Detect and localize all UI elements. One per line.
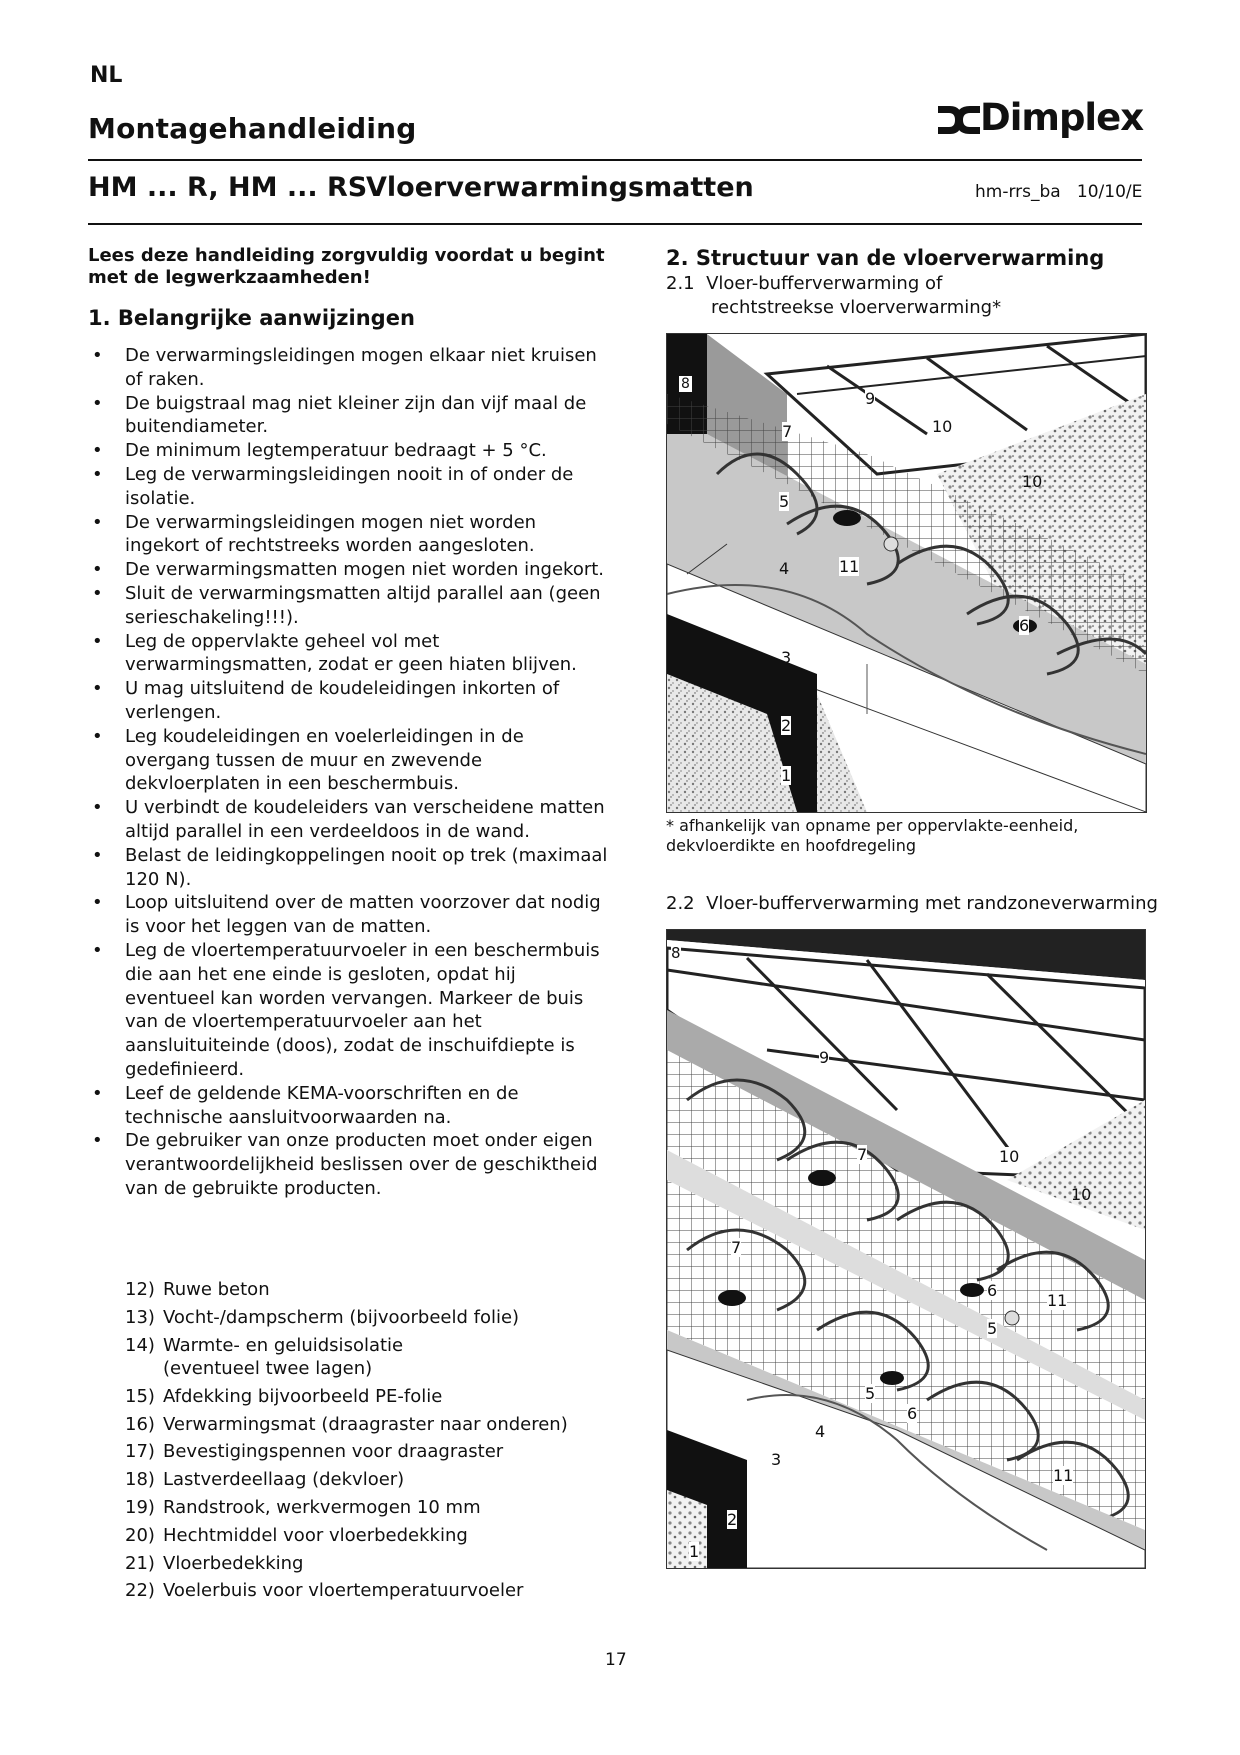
legend-text: Vloerbedekking [163,1552,304,1574]
legend-text: Randstrook, werkvermogen 10 mm [163,1497,481,1519]
legend-item [125,1385,605,1409]
callout-label: 10 [1071,1185,1092,1204]
list-item: • Leg koudeleidingen en voelerleidingen in de overgang tussen de muur en zwevende dekvloerplaten in een beschermbuis. [88,725,608,796]
subsection-2-1-line1: 2.1 Vloer-bufferverwarming of [666,273,943,294]
callout-label: 9 [819,1048,830,1067]
subsection-2-2: 2.2 Vloer-bufferverwarming met randzoneverwarming [666,893,1158,914]
list-item: • Leef de geldende KEMA-voorschriften en de technische aansluitvoorwaarden na. [88,1082,608,1130]
list-item: • U verbindt de koudeleiders van verscheidene matten altijd parallel in een verdeeldoos in de wand. [88,796,608,844]
callout-label: 10 [999,1147,1020,1166]
legend-item [125,1524,605,1548]
manual-title: Montagehandleiding [88,112,417,145]
document-reference: hm-rrs_ba 10/10/E [975,182,1143,202]
legend-item [125,1334,605,1381]
callout-label: 5 [779,492,790,511]
legend-item [125,1552,605,1576]
list-item: • De minimum legtemperatuur bedraagt + 5 °C. [88,439,608,463]
legend-number: 18) [125,1469,155,1491]
callout-label: 5 [865,1384,876,1403]
legend-number: 21) [125,1552,155,1574]
legend-text: Lastverdeellaag (dekvloer) [163,1469,405,1491]
callout-label: 6 [907,1404,918,1423]
callout-label: 2 [727,1510,738,1529]
callout-label: 10 [1022,472,1043,491]
legend-text: Warmte- en geluidsisolatie (eventueel twee lagen) [163,1334,404,1380]
callout-label: 5 [987,1319,998,1338]
list-item: • Sluit de verwarmingsmatten altijd parallel aan (geen serieschakeling!!!). [88,582,608,630]
header-rule-top [88,159,1142,161]
intro-text: Lees deze handleiding zorgvuldig voordat u begint met de legwerkzaamheden! [88,245,605,288]
header-rule-bottom [88,223,1142,225]
legend-number: 20) [125,1524,155,1546]
callout-label: 11 [1053,1466,1074,1485]
legend-list [125,1278,605,1607]
legend-text: Vocht-/dampscherm (bijvoorbeeld folie) [163,1306,520,1328]
product-codes: HM ... R, HM ... RS [88,172,368,203]
legend-text: Verwarmingsmat (draagraster naar onderen) [163,1413,568,1435]
legend-item [125,1278,605,1302]
list-item: • Leg de vloertemperatuurvoeler in een beschermbuis die aan het ene einde is gesloten, opdat hij eventueel kan worden vervangen. Markeer de buis van de vloertemperatuurvoeler aan het aansluituiteinde (doos), zodat de inschuifdiepte is gedefinieerd. [88,939,608,1082]
legend-number: 17) [125,1441,155,1463]
legend-item [125,1413,605,1437]
callout-label: 9 [865,389,876,408]
section2-title: 2. Structuur van de vloerverwarming [666,246,1105,270]
legend-number: 14) [125,1334,155,1356]
callout-label: 2 [781,716,792,735]
legend-item [125,1306,605,1330]
section1-title: 1. Belangrijke aanwijzingen [88,306,415,330]
legend-number: 16) [125,1413,155,1435]
important-notes-list [88,344,608,1201]
legend-item [125,1496,605,1520]
callout-label: 1 [781,766,792,785]
floor-layers-illustration [667,334,1146,812]
callout-label: 1 [689,1542,700,1561]
callout-label: 4 [779,559,790,578]
list-item: • U mag uitsluitend de koudeleidingen inkorten of verlengen. [88,677,608,725]
legend-number: 22) [125,1580,155,1602]
callout-label: 4 [815,1422,826,1441]
legend-item [125,1468,605,1492]
brand-logo [936,96,1142,142]
figure-floor-structure-2 [666,929,1146,1569]
legend-text: Afdekking bijvoorbeeld PE-folie [163,1385,443,1407]
legend-text: Ruwe beton [163,1279,270,1300]
legend-text: Hechtmiddel voor vloerbedekking [163,1524,468,1546]
callout-label: 8 [681,376,690,392]
callout-label: 11 [1047,1291,1068,1310]
subsection-2-1 [666,272,1136,320]
callout-label: 7 [782,422,793,441]
legend-number: 13) [125,1306,155,1328]
legend-text: Bevestigingspennen voor draagraster [163,1441,504,1463]
legend-number: 12) [125,1279,155,1300]
figure-footnote: * afhankelijk van opname per oppervlakte-eenheid, dekvloerdikte en hoofdregeling [666,816,1079,855]
legend-item [125,1579,605,1603]
list-item: • De gebruiker van onze producten moet onder eigen verantwoordelijkheid beslissen over de geschiktheid van de gebruikte producten. [88,1129,608,1200]
callout-label: 6 [1019,616,1030,635]
callout-label: 8 [671,944,681,962]
list-item: • De verwarmingsmatten mogen niet worden ingekort. [88,558,608,582]
legend-number: 19) [125,1497,155,1519]
list-item: • De verwarmingsleidingen mogen elkaar niet kruisen of raken. [88,344,608,392]
callout-label: 6 [987,1281,998,1300]
list-item: • Leg de oppervlakte geheel vol met verwarmingsmatten, zodat er geen hiaten blijven. [88,630,608,678]
language-code: NL [90,63,123,88]
list-item: • Loop uitsluitend over de matten voorzover dat nodig is voor het leggen van de matten. [88,891,608,939]
legend-item [125,1440,605,1464]
callout-label: 7 [857,1145,868,1164]
subsection-2-1-line2: rechtstreekse vloerverwarming* [711,297,1002,318]
list-item: • De buigstraal mag niet kleiner zijn dan vijf maal de buitendiameter. [88,392,608,440]
brand-name: Dimplex [980,96,1144,139]
legend-number: 15) [125,1385,155,1407]
page-number: 17 [605,1650,627,1670]
dimplex-logo-icon [936,100,982,140]
callout-label: 3 [781,648,792,667]
legend-text: Voelerbuis voor vloertemperatuurvoeler [163,1580,524,1602]
callout-label: 10 [932,417,953,436]
product-name: Vloerverwarmingsmatten [366,172,754,203]
callout-label: 7 [731,1238,742,1257]
callout-label: 11 [839,557,860,576]
list-item: • Belast de leidingkoppelingen nooit op trek (maximaal 120 N). [88,844,608,892]
list-item: • Leg de verwarmingsleidingen nooit in of onder de isolatie. [88,463,608,511]
callout-label: 3 [771,1450,782,1469]
list-item: • De verwarmingsleidingen mogen niet worden ingekort of rechtstreeks worden aangesloten. [88,511,608,559]
figure-floor-structure-1 [666,333,1147,813]
